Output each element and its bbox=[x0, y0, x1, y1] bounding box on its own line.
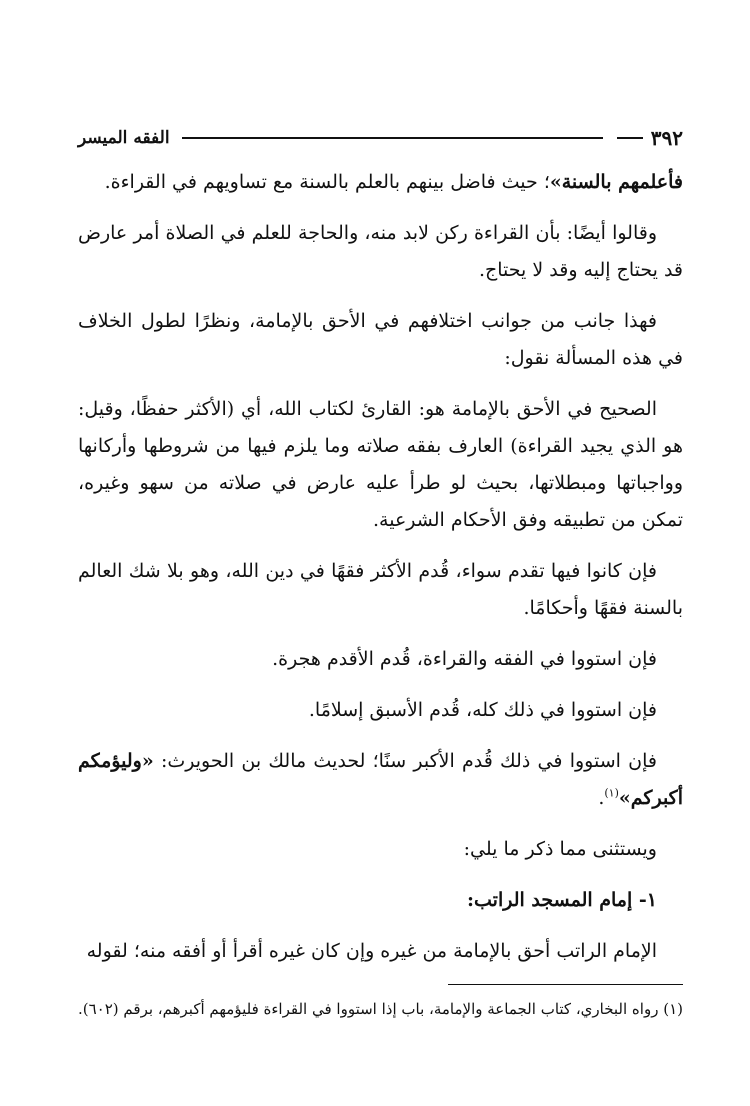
header-rule bbox=[182, 137, 603, 139]
paragraph-1 bbox=[78, 164, 683, 201]
book-page bbox=[78, 118, 683, 1018]
paragraph-10: الإمام الراتب أحق بالإمامة من غيره وإن كان غيره أقرأ أو أفقه منه؛ لقوله bbox=[86, 940, 657, 962]
paragraph-8 bbox=[78, 743, 683, 817]
header-short-rule bbox=[617, 137, 643, 139]
paragraph-8-end: . bbox=[598, 787, 605, 809]
paragraph-8-text: فإن استووا في ذلك قُدم الأكبر سنًا؛ لحديث مالك بن الحويرث: bbox=[153, 750, 657, 772]
page-number: ٣٩٢ bbox=[650, 126, 683, 150]
footnote-reference[interactable]: (١) bbox=[604, 786, 619, 800]
paragraph-2: وقالوا أيضًا: بأن القراءة ركن لابد منه، والحاجة للعلم في الصلاة أمر عارض قد يحتاج إليه وقد لا يحتاج. bbox=[78, 222, 683, 281]
book-title: الفقه الميسر bbox=[78, 128, 170, 148]
paragraph-6: فإن استووا في الفقه والقراءة، قُدم الأقدم هجرة. bbox=[272, 648, 657, 670]
paragraph-4: الصحيح في الأحق بالإمامة هو: القارئ لكتاب الله، أي (الأكثر حفظًا، وقيل: هو الذي يجيد القراءة) العارف بفقه صلاته وما يلزم فيها من شروطها وأركانها وواجباتها ومبطلاتها، بحيث لو طرأ عليه عارض في صلاته من سهو وغيره، تمكن من تطبيقه وفق الأحكام الشرعية. bbox=[78, 398, 683, 531]
section-heading: ١- إمام المسجد الراتب: bbox=[467, 889, 657, 911]
footnote-divider bbox=[448, 984, 683, 985]
paragraph-7: فإن استووا في ذلك كله، قُدم الأسبق إسلامًا. bbox=[308, 699, 657, 721]
paragraph-9: ويستثنى مما ذكر ما يلي: bbox=[463, 838, 657, 860]
paragraph-1-bold: فأعلمهم بالسنة» bbox=[549, 171, 683, 193]
page-body bbox=[78, 164, 683, 1021]
footnote: (١) رواه البخاري، كتاب الجماعة والإمامة، باب إذا استووا في القراءة فليؤمهم أكبرهم، برقم (٦٠٢). bbox=[78, 1000, 683, 1018]
hadith-quote: «وليؤمكم أكبركم» bbox=[78, 750, 683, 809]
paragraph-5: فإن كانوا فيها تقدم سواء، قُدم الأكثر فقهًا في دين الله، وهو بلا شك العالم بالسنة فقهًا وأحكامًا. bbox=[78, 560, 683, 619]
paragraph-1-text: ؛ حيث فاضل بينهم بالعلم بالسنة مع تساويهم في القراءة. bbox=[104, 171, 550, 193]
page-header bbox=[78, 118, 683, 158]
paragraph-3: فهذا جانب من جوانب اختلافهم في الأحق بالإمامة، ونظرًا لطول الخلاف في هذه المسألة نقول: bbox=[78, 310, 683, 369]
